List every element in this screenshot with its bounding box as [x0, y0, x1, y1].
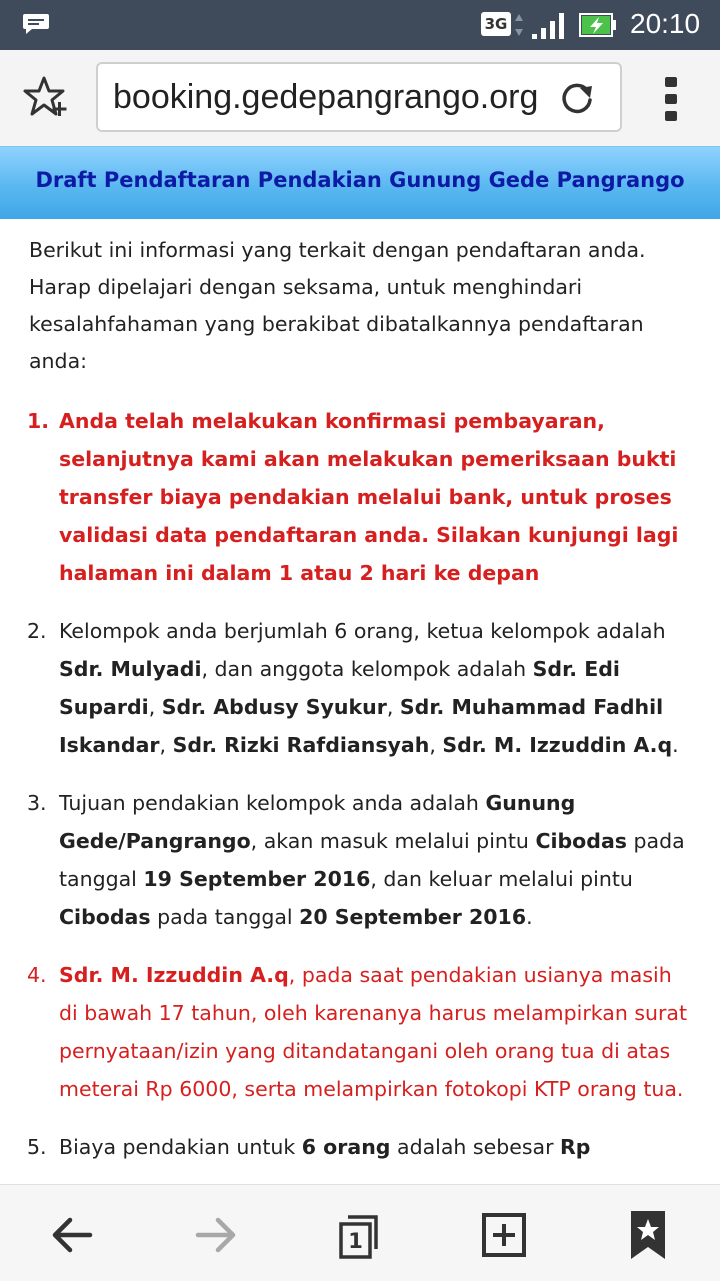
group-member: Sdr. Abdusy Syukur: [161, 695, 387, 719]
browser-toolbar: [0, 50, 720, 146]
group-member: Sdr. Muhammad Fadhil Iskandar: [59, 695, 664, 757]
text-segment: pada tanggal: [150, 905, 300, 929]
list-item-group-members: [29, 612, 689, 764]
page-banner: [0, 146, 720, 219]
list-number: 2.: [27, 619, 47, 643]
group-member: Sdr. Edi Supardi: [59, 657, 620, 719]
bookmarks-icon[interactable]: [620, 1207, 676, 1263]
tabs-button[interactable]: [334, 1207, 390, 1263]
group-member: Sdr. Rizki Rafdiansyah: [172, 733, 430, 757]
minor-member-name: Sdr. M. Izzuddin A.q: [59, 963, 289, 987]
reload-icon[interactable]: [556, 78, 598, 118]
list-item-cost: [29, 1128, 689, 1166]
list-number: 5.: [27, 1135, 47, 1159]
forward-arrow-icon[interactable]: [188, 1207, 244, 1263]
new-tab-icon[interactable]: [476, 1207, 532, 1263]
list-item-minor-notice: [29, 956, 689, 1108]
text-segment: , akan masuk melalui pintu: [250, 829, 536, 853]
signal-icon: [530, 12, 568, 40]
entry-date: 19 September 2016: [143, 867, 371, 891]
list-number: 3.: [27, 791, 47, 815]
group-member: Sdr. M. Izzuddin A.q: [442, 733, 673, 757]
text-segment: , dan keluar melalui pintu: [370, 867, 633, 891]
list-number: 1.: [27, 409, 50, 433]
text-segment: Tujuan pendakian kelompok anda adalah: [59, 791, 486, 815]
list-item-route: [29, 784, 689, 936]
network-type-badge: 3G: [481, 12, 511, 36]
text-segment: .: [526, 905, 533, 929]
clock: 20:10: [630, 8, 701, 39]
url-text[interactable]: booking.gedepangrango.org: [113, 78, 539, 116]
page-content: [29, 232, 689, 1184]
cost-amount: Rp: [560, 1135, 591, 1159]
text-segment: adalah sebesar: [390, 1135, 561, 1159]
address-bar[interactable]: [96, 62, 622, 132]
exit-date: 20 September 2016: [299, 905, 527, 929]
text-segment: , dan anggota kelompok adalah: [201, 657, 533, 681]
status-bar: [0, 0, 720, 50]
browser-bottom-nav: [0, 1184, 720, 1281]
message-icon: [22, 13, 50, 35]
text-segment: pada tanggal: [59, 829, 685, 891]
menu-icon[interactable]: [660, 74, 684, 124]
text-segment: ,: [148, 695, 162, 719]
text-segment: .: [672, 733, 679, 757]
minor-notice-text: , pada saat pendakian usianya masih di bawah 17 tahun, oleh karenanya harus melampirkan surat pernyataan/izin yang ditandatangani oleh orang tua di atas meterai Rp 6000, serta melampirkan fotokopi KTP orang tua.: [59, 963, 688, 1101]
text-segment: Biaya pendakian untuk: [59, 1135, 302, 1159]
exit-gate: Cibodas: [59, 905, 151, 929]
destination: Gunung Gede/Pangrango: [59, 791, 576, 853]
bookmark-add-icon[interactable]: [22, 74, 72, 122]
back-arrow-icon[interactable]: [44, 1207, 100, 1263]
intro-text: Berikut ini informasi yang terkait dengan pendaftaran anda. Harap dipelajari dengan seksama, untuk menghindari kesalahfahaman yang berakibat dibatalkannya pendaftaran anda:: [29, 238, 646, 373]
text-segment: Kelompok anda berjumlah 6 orang, ketua kelompok adalah: [59, 619, 666, 643]
network-arrows-icon: [514, 12, 524, 38]
info-list: [29, 402, 689, 1166]
group-leader: Sdr. Mulyadi: [59, 657, 202, 681]
text-segment: ,: [429, 733, 443, 757]
text-segment: ,: [159, 733, 173, 757]
battery-charging-icon: [579, 11, 617, 39]
payment-confirmation-text: Anda telah melakukan konfirmasi pembayaran, selanjutnya kami akan melakukan pemeriksaan bukti transfer biaya pendakian melalui bank, untuk proses validasi data pendaftaran anda. Silakan kunjungi lagi halaman ini dalam 1 atau 2 hari ke depan: [59, 409, 679, 585]
page-title: Draft Pendaftaran Pendakian Gunung Gede Pangrango: [35, 168, 685, 192]
entry-gate: Cibodas: [535, 829, 627, 853]
list-item-payment-confirmation: [29, 402, 689, 592]
tab-count: 1: [348, 1229, 363, 1253]
member-count: 6 orang: [301, 1135, 391, 1159]
list-number: 4.: [27, 963, 47, 987]
text-segment: ,: [386, 695, 400, 719]
